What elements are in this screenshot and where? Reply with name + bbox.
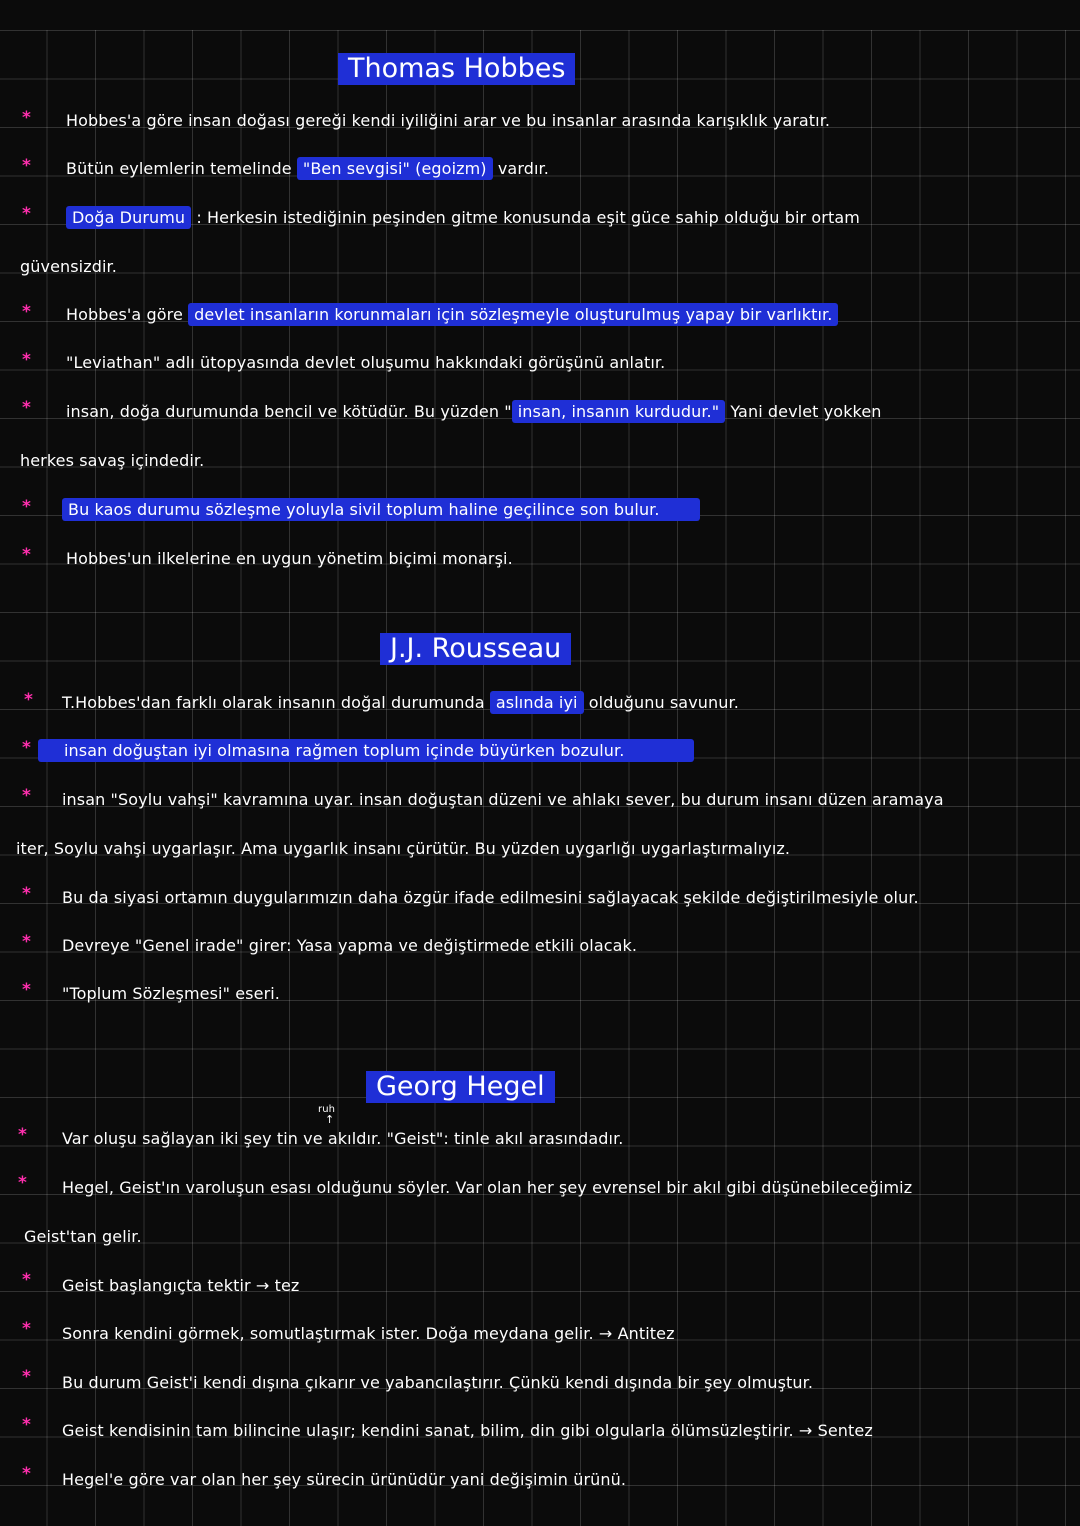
note-line: Hobbes'a göre devlet insanların korunmaları için sözleşmeyle oluşturulmuş yapay bir varlıktır. <box>66 304 838 326</box>
bullet-star-icon: * <box>22 884 31 904</box>
bullet-star-icon: * <box>22 1415 31 1435</box>
top-bar <box>0 0 1080 30</box>
highlight: insan doğuştan iyi olmasına rağmen toplum içinde büyürken bozulur. <box>38 739 694 762</box>
note-line: Geist kendisinin tam bilincine ulaşır; kendini sanat, bilim, din gibi olgularla ölümsüzleştirir. → Sentez <box>62 1421 873 1440</box>
title-hobbes: Thomas Hobbes <box>338 53 575 85</box>
annotation-ruh: ruh <box>318 1104 336 1115</box>
bullet-star-icon: * <box>22 980 31 1000</box>
note-line: herkes savaş içindedir. <box>20 451 205 470</box>
bullet-star-icon: * <box>18 1125 27 1145</box>
bullet-star-icon: * <box>18 1173 27 1193</box>
bullet-star-icon: * <box>22 497 31 517</box>
highlight: Bu kaos durumu sözleşme yoluyla sivil toplum haline geçilince son bulur. <box>62 498 700 521</box>
bullet-star-icon: * <box>22 738 31 758</box>
note-line: Bütün eylemlerin temelinde "Ben sevgisi" (egoizm) vardır. <box>66 159 549 178</box>
note-line: Hobbes'a göre insan doğası gereği kendi iyiliğini arar ve bu insanlar arasında karışıklık yaratır. <box>66 111 831 130</box>
bullet-star-icon: * <box>22 108 31 128</box>
note-line <box>38 740 694 762</box>
note-line: Bu durum Geist'i kendi dışına çıkarır ve yabancılaştırır. Çünkü kendi dışında bir şey olmuştur. <box>62 1373 814 1392</box>
arrow-up-icon: ↑ <box>325 1113 335 1126</box>
note-line: Geist başlangıçta tektir → tez <box>62 1276 300 1295</box>
highlight: insan, insanın kurdudur." <box>512 400 725 423</box>
highlight: aslında iyi <box>490 691 584 714</box>
note-line: iter, Soylu vahşi uygarlaşır. Ama uygarlık insanı çürütür. Bu yüzden uygarlığı uygarlaştırmalıyız. <box>16 839 791 858</box>
note-line: Hegel, Geist'ın varoluşun esası olduğunu söyler. Var olan her şey evrensel bir akıl gibi düşünebileceğimiz <box>62 1178 913 1197</box>
title-rousseau: J.J. Rousseau <box>380 633 571 665</box>
note-line: Sonra kendini görmek, somutlaştırmak ister. Doğa meydana gelir. → Antitez <box>62 1324 675 1343</box>
highlight: devlet insanların korunmaları için sözleşmeyle oluşturulmuş yapay bir varlıktır. <box>188 303 838 326</box>
highlight: "Ben sevgisi" (egoizm) <box>297 157 493 180</box>
bullet-star-icon: * <box>22 302 31 322</box>
note-line: Hobbes'un ilkelerine en uygun yönetim biçimi monarşi. <box>66 549 513 568</box>
note-line <box>62 499 700 521</box>
note-line: insan "Soylu vahşi" kavramına uyar. insan doğuştan düzeni ve ahlakı sever, bu durum insanı düzen aramaya <box>62 790 944 809</box>
bullet-star-icon: * <box>22 1464 31 1484</box>
note-line: Devreye "Genel irade" girer: Yasa yapma ve değiştirmede etkili olacak. <box>62 936 638 955</box>
bullet-star-icon: * <box>22 1319 31 1339</box>
bullet-star-icon: * <box>22 156 31 176</box>
bullet-star-icon: * <box>22 398 31 418</box>
note-line: "Toplum Sözleşmesi" eseri. <box>62 984 280 1003</box>
note-line: Hegel'e göre var olan her şey sürecin ürünüdür yani değişimin ürünü. <box>62 1470 627 1489</box>
bullet-star-icon: * <box>22 204 31 224</box>
bullet-star-icon: * <box>22 786 31 806</box>
note-line: T.Hobbes'dan farklı olarak insanın doğal durumunda aslında iyi olduğunu savunur. <box>62 693 739 712</box>
bullet-star-icon: * <box>22 1367 31 1387</box>
highlight: Doğa Durumu <box>66 206 191 229</box>
note-line: Bu da siyasi ortamın duygularımızın daha özgür ifade edilmesini sağlayacak şekilde değiştirilmesiyle olur. <box>62 888 919 907</box>
note-line: güvensizdir. <box>20 257 117 276</box>
bullet-star-icon: * <box>22 545 31 565</box>
bullet-star-icon: * <box>24 690 33 710</box>
note-line: "Leviathan" adlı ütopyasında devlet oluşumu hakkındaki görüşünü anlatır. <box>66 353 666 372</box>
bullet-star-icon: * <box>22 932 31 952</box>
note-line: Doğa Durumu : Herkesin istediğinin peşinden gitme konusunda eşit güce sahip olduğu bir ortam <box>66 207 860 229</box>
note-line: insan, doğa durumunda bencil ve kötüdür. Bu yüzden " insan, insanın kurdudur." Yani devlet yokken <box>66 402 882 421</box>
note-line: Geist'tan gelir. <box>24 1227 142 1246</box>
note-line: Var oluşu sağlayan iki şey tin ve akıldır. "Geist": tinle akıl arasındadır. <box>62 1129 624 1148</box>
bullet-star-icon: * <box>22 350 31 370</box>
bullet-star-icon: * <box>22 1270 31 1290</box>
title-hegel: Georg Hegel <box>366 1071 555 1103</box>
